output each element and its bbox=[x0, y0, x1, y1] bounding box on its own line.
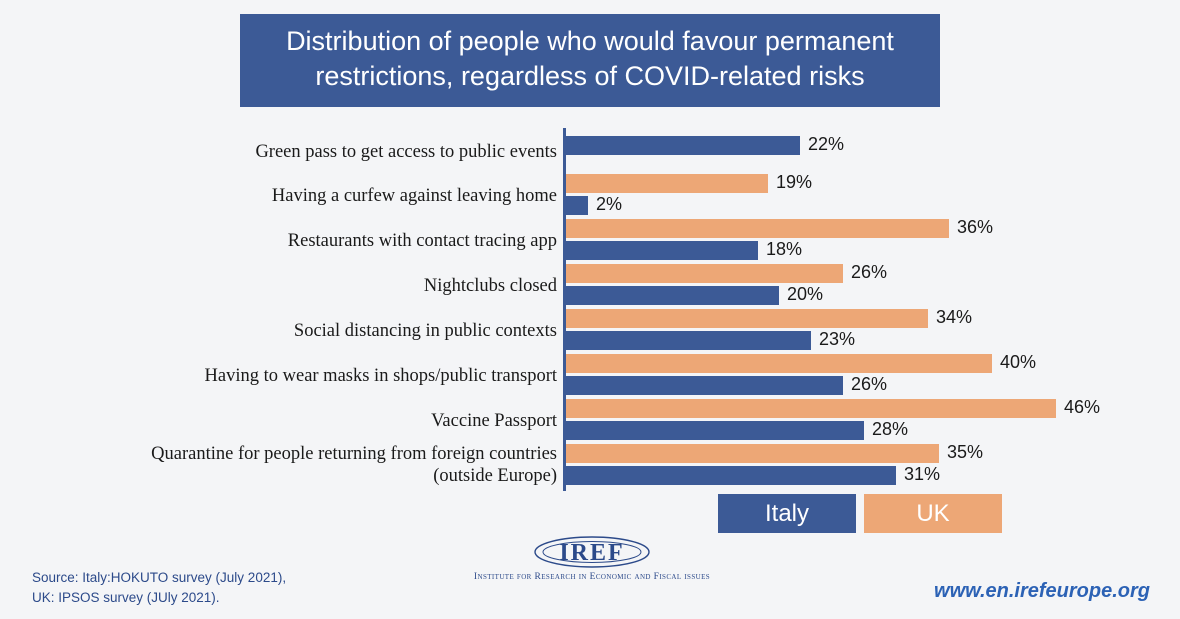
bar-uk bbox=[566, 174, 768, 193]
bar-value-italy: 23% bbox=[819, 329, 856, 349]
bar-value-uk: 46% bbox=[1064, 397, 1101, 417]
chart-title: Distribution of people who would favour permanent restrictions, regardless of COVID-related risks bbox=[240, 14, 940, 107]
bar-value-italy: 20% bbox=[787, 284, 824, 304]
source-line-2: UK: IPSOS survey (JUly 2021). bbox=[32, 589, 220, 605]
bar-value-italy: 31% bbox=[904, 464, 941, 484]
bar-italy bbox=[566, 421, 864, 440]
bar-uk bbox=[566, 399, 1056, 418]
bar-uk bbox=[566, 264, 843, 283]
bar-value-italy: 18% bbox=[766, 239, 803, 259]
iref-logo-icon bbox=[532, 534, 652, 570]
bar-uk bbox=[566, 444, 939, 463]
source-line-1: Source: Italy:HOKUTO survey (July 2021), bbox=[32, 570, 287, 585]
legend-item-uk[interactable]: UK bbox=[864, 494, 1002, 533]
bar-italy bbox=[566, 241, 758, 260]
chart-legend bbox=[718, 494, 1002, 533]
bar-uk bbox=[566, 354, 992, 373]
category-label: Quarantine for people returning from foreign countries (outside Europe) bbox=[151, 444, 557, 486]
bar-italy bbox=[566, 376, 843, 395]
bar-chart bbox=[0, 122, 1180, 492]
category-label: Green pass to get access to public events bbox=[255, 142, 557, 162]
category-label: Nightclubs closed bbox=[423, 276, 557, 296]
iref-logo-tagline: Institute for Research in Economic and Fiscal issues bbox=[473, 572, 711, 582]
website-url[interactable]: www.en.irefeurope.org bbox=[934, 580, 1150, 602]
bar-value-uk: 34% bbox=[936, 307, 973, 327]
bar-uk bbox=[566, 309, 928, 328]
bar-value-italy: 26% bbox=[851, 374, 888, 394]
svg-text:IREF: IREF bbox=[559, 540, 625, 566]
bar-uk bbox=[566, 219, 949, 238]
category-label: Vaccine Passport bbox=[431, 411, 557, 431]
category-label: Social distancing in public contexts bbox=[293, 321, 557, 341]
bar-value-uk: 26% bbox=[851, 262, 888, 282]
bar-italy bbox=[566, 196, 588, 215]
bar-value-italy: 22% bbox=[808, 134, 845, 154]
legend-item-italy[interactable]: Italy bbox=[718, 494, 856, 533]
bar-value-uk: 36% bbox=[957, 217, 994, 237]
category-label: Restaurants with contact tracing app bbox=[287, 231, 557, 251]
category-label: Having a curfew against leaving home bbox=[271, 186, 557, 206]
bar-italy bbox=[566, 286, 779, 305]
bar-value-italy: 2% bbox=[596, 194, 623, 214]
bar-value-italy: 28% bbox=[872, 419, 909, 439]
iref-logo bbox=[442, 534, 742, 582]
bar-italy bbox=[566, 136, 800, 155]
bar-value-uk: 19% bbox=[776, 172, 813, 192]
bar-italy bbox=[566, 466, 896, 485]
bar-value-uk: 35% bbox=[947, 442, 984, 462]
bar-italy bbox=[566, 331, 811, 350]
category-label: Having to wear masks in shops/public transport bbox=[204, 366, 557, 386]
source-note bbox=[32, 568, 286, 607]
bar-value-uk: 40% bbox=[1000, 352, 1037, 372]
